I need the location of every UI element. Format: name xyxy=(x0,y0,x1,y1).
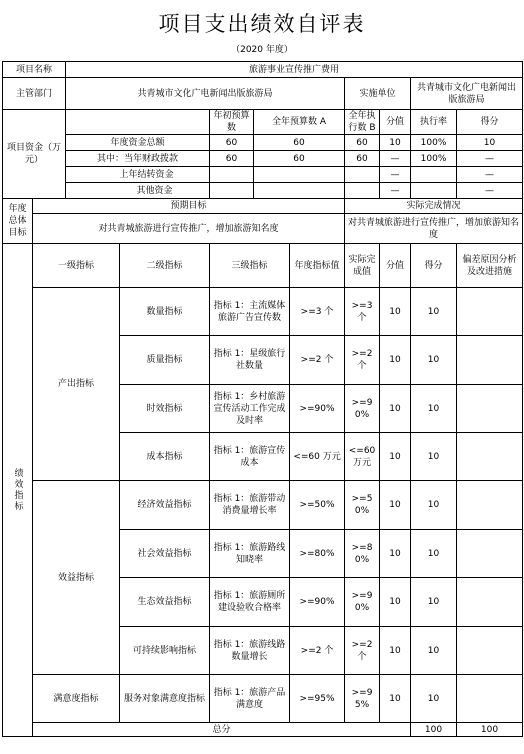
indicator-target: >=80% xyxy=(290,530,345,578)
funds-header-rate: 执行率 xyxy=(411,110,457,135)
indicator-score-value: 10 xyxy=(380,530,411,578)
indicator-note xyxy=(457,336,523,385)
indicator-level3: 指标 1：旅游宣传成本 xyxy=(210,433,290,481)
indicator-group-satisfaction: 满意度指标 xyxy=(33,675,120,723)
indicator-header-level1: 一级指标 xyxy=(33,244,120,288)
indicator-score-value: 10 xyxy=(380,336,411,385)
indicator-score-value: 10 xyxy=(380,385,411,433)
indicator-target: >=2 个 xyxy=(290,627,345,675)
funds-row-score: — xyxy=(457,183,523,199)
funds-header-score: 得分 xyxy=(457,110,523,135)
funds-row xyxy=(3,183,523,199)
indicator-level2: 可持续影响指标 xyxy=(120,627,210,675)
funds-row-executed: 60 xyxy=(345,135,380,151)
funds-header-score-value: 分值 xyxy=(380,110,411,135)
indicator-score: 10 xyxy=(411,385,457,433)
funds-row-executed: 60 xyxy=(345,151,380,167)
indicator-note xyxy=(457,530,523,578)
indicator-level2: 成本指标 xyxy=(120,433,210,481)
indicator-level3: 指标 1：星级旅行社数量 xyxy=(210,336,290,385)
indicator-target: >=90% xyxy=(290,385,345,433)
funds-row-name: 其中：当年财政拨款 xyxy=(66,151,210,167)
funds-header-executed: 全年执行数 B xyxy=(345,110,380,135)
goals-content-row xyxy=(3,214,523,244)
funds-row xyxy=(3,151,523,167)
indicator-header-level2: 二级指标 xyxy=(120,244,210,288)
funds-row-initial xyxy=(210,183,254,199)
funds-row-executed xyxy=(345,167,380,183)
indicator-row xyxy=(3,481,523,530)
indicator-level2: 数量指标 xyxy=(120,288,210,336)
indicator-header-score-value: 分值 xyxy=(380,244,411,288)
indicator-actual: >=2 个 xyxy=(345,627,380,675)
funds-row-rate: 100% xyxy=(411,151,457,167)
indicator-score: 10 xyxy=(411,530,457,578)
total-row xyxy=(3,723,523,737)
indicator-header-target: 年度指标值 xyxy=(290,244,345,288)
goals-label: 年度总体目标 xyxy=(3,199,33,244)
funds-header-blank xyxy=(66,110,210,135)
indicator-score-value: 10 xyxy=(380,433,411,481)
funds-row-initial: 60 xyxy=(210,151,254,167)
funds-row-name: 其他资金 xyxy=(66,183,210,199)
indicator-actual: >=50% xyxy=(345,481,380,530)
funds-row-initial: 60 xyxy=(210,135,254,151)
indicator-target: >=95% xyxy=(290,675,345,723)
funds-row-executed xyxy=(345,183,380,199)
indicator-actual: >=80% xyxy=(345,530,380,578)
indicator-level3: 指标 1：旅游线路数量增长 xyxy=(210,627,290,675)
funds-row-score-value: — xyxy=(380,183,411,199)
funds-row-annual xyxy=(254,167,345,183)
funds-row-rate: 100% xyxy=(411,135,457,151)
indicator-actual: >=2 个 xyxy=(345,336,380,385)
indicator-target: <=60 万元 xyxy=(290,433,345,481)
indicator-note xyxy=(457,481,523,530)
project-name-row xyxy=(3,62,523,78)
indicator-actual: >=3 个 xyxy=(345,288,380,336)
project-name-value: 旅游事业宣传推广费用 xyxy=(66,62,523,78)
indicator-actual: >=95% xyxy=(345,675,380,723)
indicator-header-score: 得分 xyxy=(411,244,457,288)
indicator-score: 10 xyxy=(411,675,457,723)
indicator-score-value: 10 xyxy=(380,578,411,627)
indicator-score-value: 10 xyxy=(380,627,411,675)
indicator-note xyxy=(457,385,523,433)
indicator-level2: 经济效益指标 xyxy=(120,481,210,530)
indicator-level2: 时效指标 xyxy=(120,385,210,433)
funds-row-rate xyxy=(411,183,457,199)
indicator-level3: 指标 1：旅游厕所建设验收合格率 xyxy=(210,578,290,627)
evaluation-table xyxy=(2,61,523,737)
department-value: 共青城市文化广电新闻出版旅游局 xyxy=(66,78,345,110)
indicator-note xyxy=(457,578,523,627)
indicator-header-level3: 三级指标 xyxy=(210,244,290,288)
indicator-actual: <=60 万元 xyxy=(345,433,380,481)
page-title: 项目支出绩效自评表 xyxy=(158,12,366,36)
implementing-unit-label: 实施单位 xyxy=(345,78,411,110)
funds-header-initial: 年初预算数 xyxy=(210,110,254,135)
indicator-note xyxy=(457,627,523,675)
indicator-level3: 指标 1：旅游产品满意度 xyxy=(210,675,290,723)
indicator-target: >=2 个 xyxy=(290,336,345,385)
funds-row-score: — xyxy=(457,167,523,183)
indicator-score: 10 xyxy=(411,627,457,675)
year-label: （2020 年度） xyxy=(231,45,293,55)
funds-row-rate xyxy=(411,167,457,183)
funds-row-score: — xyxy=(457,151,523,167)
total-score: 100 xyxy=(457,723,523,737)
indicator-target: >=90% xyxy=(290,578,345,627)
indicator-score: 10 xyxy=(411,433,457,481)
funds-row-name: 年度资金总额 xyxy=(66,135,210,151)
funds-row xyxy=(3,167,523,183)
indicator-score: 10 xyxy=(411,481,457,530)
indicator-score: 10 xyxy=(411,336,457,385)
indicator-row xyxy=(3,288,523,336)
project-name-label: 项目名称 xyxy=(3,62,66,78)
goals-actual-text: 对共青城旅游进行宣传推广，增加旅游知名度 xyxy=(345,214,523,244)
indicator-level2: 生态效益指标 xyxy=(120,578,210,627)
funds-label: 项目资金（万元） xyxy=(3,110,66,199)
indicator-level2: 质量指标 xyxy=(120,336,210,385)
implementing-unit-value: 共青城市文化广电新闻出版旅游局 xyxy=(411,78,523,110)
indicators-label: 绩效指标 xyxy=(3,244,33,737)
indicator-target: >=3 个 xyxy=(290,288,345,336)
indicator-target: >=50% xyxy=(290,481,345,530)
funds-row-score-value: 10 xyxy=(380,135,411,151)
goals-expected-label: 预期目标 xyxy=(33,199,345,214)
total-score-value: 100 xyxy=(411,723,457,737)
funds-row-score-value: — xyxy=(380,151,411,167)
funds-header-row xyxy=(3,110,523,135)
funds-row xyxy=(3,135,523,151)
funds-row-name: 上年结转资金 xyxy=(66,167,210,183)
indicator-score: 10 xyxy=(411,288,457,336)
indicator-actual: >=90% xyxy=(345,578,380,627)
department-label: 主管部门 xyxy=(3,78,66,110)
funds-row-score-value: — xyxy=(380,167,411,183)
indicator-note xyxy=(457,675,523,723)
funds-row-annual xyxy=(254,183,345,199)
funds-header-annual: 全年预算数 A xyxy=(254,110,345,135)
funds-row-annual: 60 xyxy=(254,151,345,167)
indicator-level3: 指标 1：旅游路线知晓率 xyxy=(210,530,290,578)
department-row xyxy=(3,78,523,110)
goals-expected-text: 对共青城旅游进行宣传推广，增加旅游知名度 xyxy=(33,214,345,244)
indicator-level3: 指标 1：旅游带动消费量增长率 xyxy=(210,481,290,530)
indicator-row xyxy=(3,675,523,723)
indicator-level3: 指标 1：乡村旅游宣传活动工作完成及时率 xyxy=(210,385,290,433)
indicator-header-note: 偏差原因分析及改进措施 xyxy=(457,244,523,288)
indicator-group-output: 产出指标 xyxy=(33,288,120,481)
goals-actual-label: 实际完成情况 xyxy=(345,199,523,214)
indicator-score-value: 10 xyxy=(380,288,411,336)
indicator-header-actual: 实际完成值 xyxy=(345,244,380,288)
indicator-level2: 社会效益指标 xyxy=(120,530,210,578)
indicator-note xyxy=(457,433,523,481)
funds-row-annual: 60 xyxy=(254,135,345,151)
goals-header-row xyxy=(3,199,523,214)
indicator-level2: 服务对象满意度指标 xyxy=(120,675,210,723)
indicator-score: 10 xyxy=(411,578,457,627)
indicator-score-value: 10 xyxy=(380,481,411,530)
indicator-score-value: 10 xyxy=(380,675,411,723)
indicator-group-benefit: 效益指标 xyxy=(33,481,120,675)
indicator-header-row xyxy=(3,244,523,288)
total-label: 总分 xyxy=(33,723,411,737)
funds-row-score: 10 xyxy=(457,135,523,151)
indicator-note xyxy=(457,288,523,336)
indicator-actual: >=90% xyxy=(345,385,380,433)
indicator-level3: 指标 1：主流媒体旅游广告宣传数 xyxy=(210,288,290,336)
funds-row-initial xyxy=(210,167,254,183)
